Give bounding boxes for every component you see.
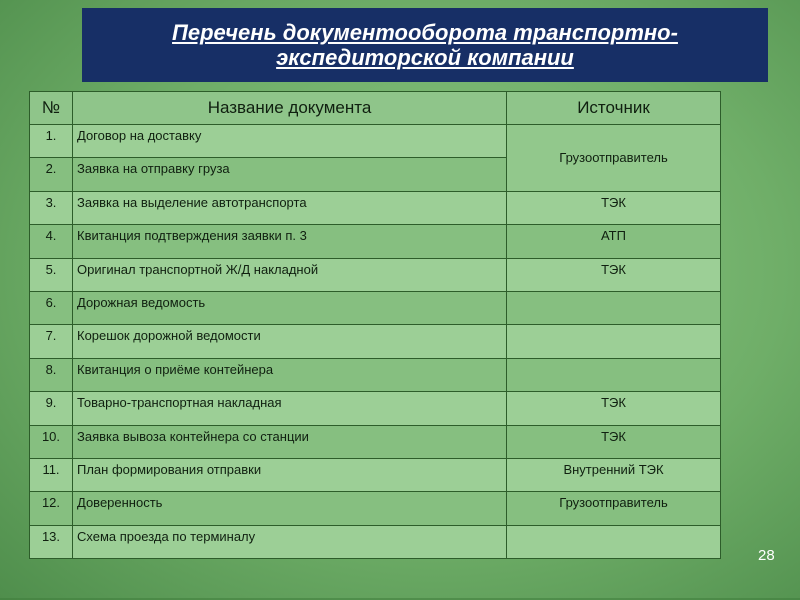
document-name: Договор на доставку [73,125,507,158]
slide-title: Перечень документооборота транспортно-экспедиторской компании [172,20,678,70]
title-banner [82,8,768,82]
document-source: ТЭК [507,425,721,458]
document-source: Грузоотправитель [507,125,721,192]
documents-table [29,91,721,559]
table-row [30,458,721,491]
document-name: План формирования отправки [73,458,507,491]
document-source [507,325,721,358]
table-header-row [30,92,721,125]
row-number: 1. [30,125,73,158]
row-number: 2. [30,158,73,191]
document-name: Заявка на отправку груза [73,158,507,191]
document-name: Квитанция о приёме контейнера [73,358,507,391]
row-number: 13. [30,525,73,558]
row-number: 3. [30,191,73,224]
row-number: 12. [30,492,73,525]
document-source [507,358,721,391]
document-source: ТЭК [507,191,721,224]
document-name: Дорожная ведомость [73,291,507,324]
page-number: 28 [758,547,775,564]
document-source [507,291,721,324]
table-row [30,191,721,224]
row-number: 7. [30,325,73,358]
table-row [30,125,721,158]
document-name: Схема проезда по терминалу [73,525,507,558]
row-number: 11. [30,458,73,491]
document-name: Заявка на выделение автотранспорта [73,191,507,224]
row-number: 9. [30,392,73,425]
header-number: № [30,92,73,125]
document-source [507,525,721,558]
document-name: Доверенность [73,492,507,525]
header-document-name: Название документа [73,92,507,125]
row-number: 6. [30,291,73,324]
row-number: 10. [30,425,73,458]
header-source: Источник [507,92,721,125]
document-source: Внутренний ТЭК [507,458,721,491]
document-name: Товарно-транспортная накладная [73,392,507,425]
table-row [30,492,721,525]
document-name: Заявка вывоза контейнера со станции [73,425,507,458]
row-number: 5. [30,258,73,291]
document-name: Квитанция подтверждения заявки п. 3 [73,225,507,258]
document-source: ТЭК [507,392,721,425]
document-source: Грузоотправитель [507,492,721,525]
row-number: 4. [30,225,73,258]
table-row [30,525,721,558]
table-row [30,258,721,291]
document-source: АТП [507,225,721,258]
table-row [30,325,721,358]
table-row [30,358,721,391]
document-name: Оригинал транспортной Ж/Д накладной [73,258,507,291]
table-row [30,291,721,324]
table-row [30,392,721,425]
document-source: ТЭК [507,258,721,291]
row-number: 8. [30,358,73,391]
table-row [30,425,721,458]
document-name: Корешок дорожной ведомости [73,325,507,358]
table-row [30,225,721,258]
